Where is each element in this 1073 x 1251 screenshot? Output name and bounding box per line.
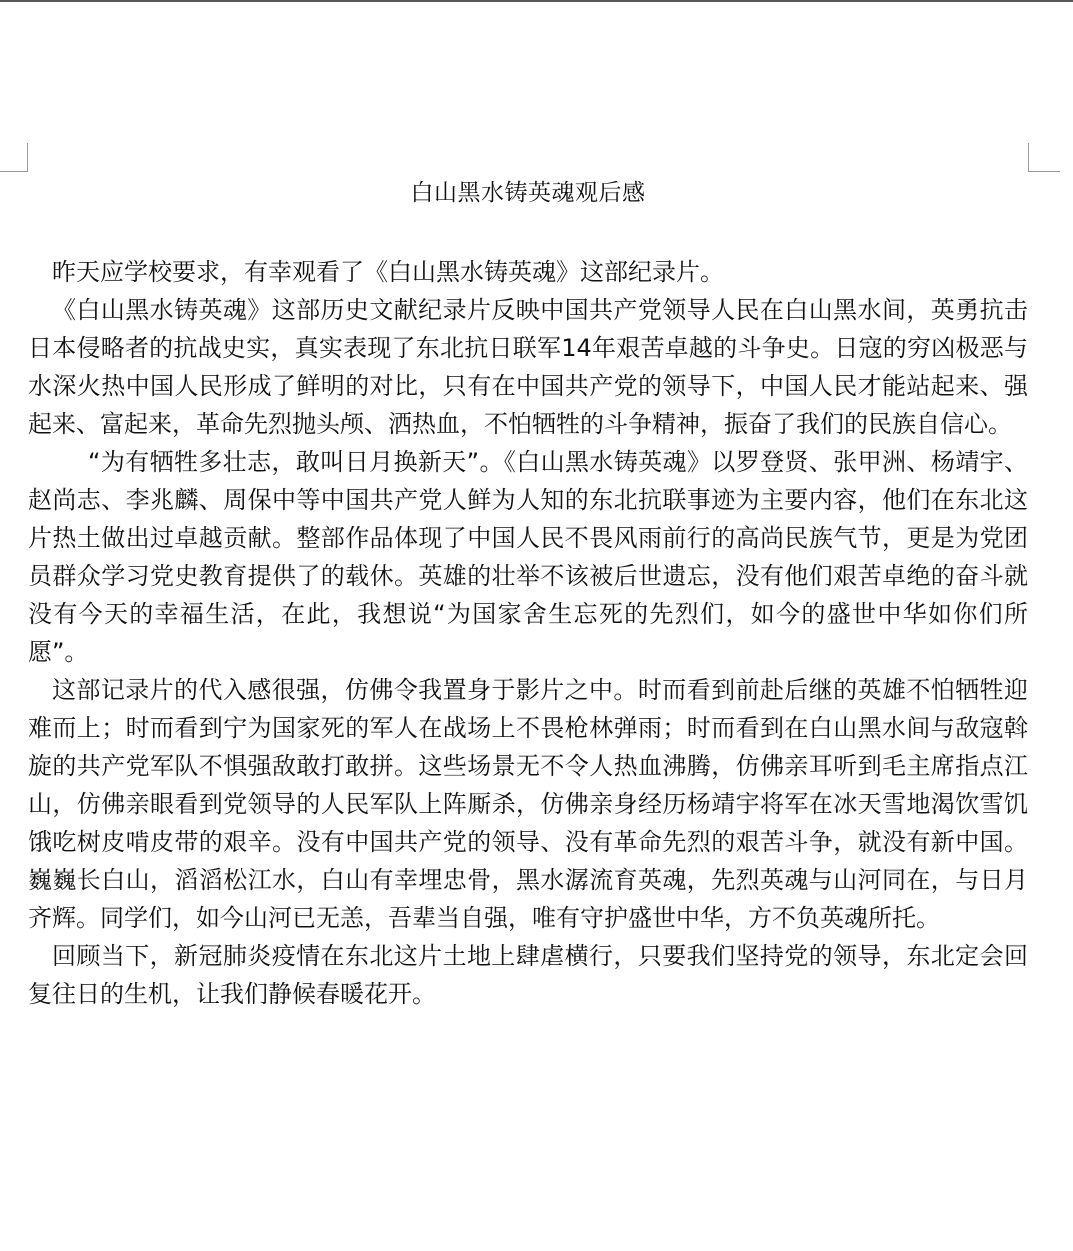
paragraph-content: “为有牺牲多壮志，敢叫日月换新天”。《白山黑水铸英魂》以罗登贤、张甲洲、杨靖宇、赵尚志、李兆麟、周保中等中国共产党人鲜为人知的东北抗联事迹为主要内容，他们在东北这片热土做出过卓越贡献。整部作品体现了中国人民不畏风雨前行的高尚民族气节，更是为党团员群众学习党史教育提供了的载休。英雄的壮举不该被后世遗忘，没有他们艰苦卓绝的奋斗就没有今天的幸福生活，在此，我想说“为国家舍生忘死的先烈们，如今的盛世中华如你们所愿”。 xyxy=(28,448,1028,666)
paragraph-intro: 昨天应学校要求，有幸观看了《白山黑水铸英魂》这部纪录片。 xyxy=(52,258,724,286)
left-margin-corner-mark xyxy=(0,143,28,172)
top-border-rule xyxy=(0,0,1073,2)
document-body xyxy=(28,253,1028,1013)
paragraph-conclusion: 回顾当下，新冠肺炎疫情在东北这片土地上肆虐横行，只要我们坚持党的领导，东北定会回复往日的生机，让我们静候春暖花开。 xyxy=(28,942,1028,1008)
paragraph-summary: 《白山黑水铸英魂》这部历史文献纪录片反映中国共产党领导人民在白山黑水间，英勇抗击日本侵略者的抗战史实，真实表现了东北抗日联军14年艰苦卓越的斗争史。日寇的穷凶极恶与水深火热中国人民形成了鲜明的对比，只有在中国共产党的领导下，中国人民才能站起来、强起来、富起来，革命先烈抛头颅、洒热血，不怕牺牲的斗争精神，振奋了我们的民族自信心。 xyxy=(28,296,1028,438)
right-margin-corner-mark xyxy=(1028,143,1060,172)
paragraph-reflection: 这部记录片的代入感很强，仿佛令我置身于影片之中。时而看到前赴后继的英雄不怕牺牲迎难而上；时而看到宁为国家死的军人在战场上不畏枪林弹雨；时而看到在白山黑水间与敌寇斡旋的共产党军队不惧强敌敢打敢拼。这些场景无不令人热血沸腾，仿佛亲耳听到毛主席指点江山，仿佛亲眼看到党领导的人民军队上阵厮杀，仿佛亲身经历杨靖宇将军在冰天雪地渴饮雪饥饿吃树皮啃皮带的艰辛。没有中国共产党的领导、没有革命先烈的艰苦斗争，就没有新中国。巍巍长白山，滔滔松江水，白山有幸埋忠骨，黑水潺流育英魂，先烈英魂与山河同在，与日月齐辉。同学们，如今山河已无恙，吾辈当自强，唯有守护盛世中华，方不负英魂所托。 xyxy=(28,676,1028,932)
document-title: 白山黑水铸英魂观后感 xyxy=(410,180,646,206)
